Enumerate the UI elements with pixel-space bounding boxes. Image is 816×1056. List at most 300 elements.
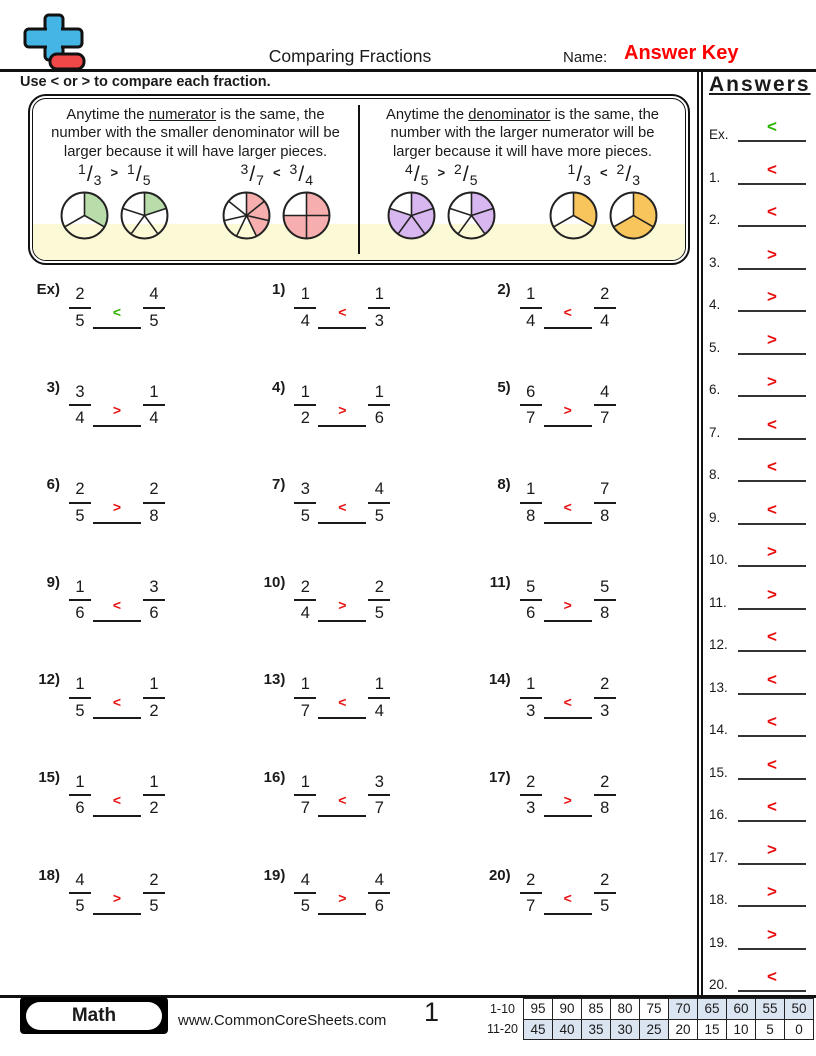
answer-symbol: < — [767, 457, 777, 476]
problem-label: 17) — [488, 768, 511, 786]
score-cell: 65 — [698, 999, 727, 1020]
answer-symbol: > — [767, 882, 777, 901]
example-group — [58, 162, 171, 242]
fraction-numerator: 5 — [526, 577, 536, 596]
problem-item — [20, 574, 245, 622]
answers-list — [709, 97, 806, 996]
problem-label: 18) — [38, 866, 60, 884]
fraction-denominator: 5 — [142, 171, 151, 188]
problems-grid — [20, 281, 696, 964]
answer-symbol: < — [563, 499, 572, 516]
answer-line — [738, 541, 806, 567]
fraction — [78, 160, 102, 188]
fraction-denominator: 6 — [374, 897, 384, 916]
answer-label: 6. — [709, 382, 721, 397]
fraction-denominator: 7 — [374, 799, 384, 818]
fraction-numerator: 2 — [454, 160, 462, 177]
example-comparison — [568, 162, 640, 187]
fraction-denominator: 5 — [600, 897, 610, 916]
answer-symbol: < — [338, 499, 347, 516]
answer-row — [709, 832, 806, 865]
problem-label: 14) — [488, 671, 511, 689]
fraction — [69, 872, 91, 915]
score-range-label: 1-10 — [489, 1001, 515, 1016]
fraction-numerator: 3 — [289, 160, 298, 177]
answer-line — [738, 456, 806, 482]
answer-symbol: < — [112, 596, 122, 613]
answer-symbol: < — [767, 967, 777, 986]
answer-row — [709, 237, 806, 270]
answer-row — [709, 449, 806, 482]
problem-label: 19) — [263, 866, 286, 884]
fraction-numerator: 4 — [600, 382, 610, 401]
score-cell: 85 — [582, 999, 611, 1020]
answer-symbol: > — [563, 596, 572, 613]
answer-label: 16. — [709, 807, 728, 822]
answer-symbol: < — [767, 117, 777, 136]
answer-blank — [93, 883, 141, 915]
answer-label: 1. — [709, 169, 721, 185]
fraction-denominator: 2 — [149, 701, 159, 720]
fraction-denominator: 5 — [374, 604, 384, 623]
fraction — [368, 286, 390, 329]
fraction-denominator: 8 — [600, 506, 610, 525]
answer-blank — [93, 297, 141, 329]
answer-blank — [544, 395, 592, 427]
problem-label: 7) — [271, 476, 286, 494]
answer-blank — [544, 785, 592, 817]
hint-box-inner — [32, 98, 686, 261]
fraction — [294, 774, 316, 817]
example-comparison — [241, 162, 313, 187]
name-label: Name: — [563, 49, 608, 66]
answer-symbol: > — [767, 372, 777, 391]
fraction-numerator: 4 — [300, 870, 310, 889]
problem-item — [245, 379, 470, 427]
fraction-denominator: 8 — [600, 604, 610, 623]
problem-label: 1) — [271, 281, 286, 298]
problem-item — [471, 281, 696, 329]
answer-symbol: < — [563, 304, 572, 320]
answer-symbol: < — [112, 694, 122, 711]
answer-symbol: < — [338, 791, 347, 808]
answer-label: 4. — [709, 297, 721, 312]
answer-row — [709, 534, 806, 567]
fraction-denominator: 3 — [526, 701, 536, 720]
hint-denominator-section — [360, 99, 685, 260]
answer-label: 3. — [709, 254, 721, 270]
answer-label: 7. — [709, 424, 721, 440]
answer-blank — [93, 687, 141, 719]
answer-label: Ex. — [709, 127, 729, 142]
fraction-slash: / — [298, 163, 305, 187]
answer-blank — [318, 492, 366, 524]
answer-row — [709, 662, 806, 695]
hint-box — [28, 94, 690, 265]
answer-row — [709, 917, 806, 950]
score-cell: 75 — [640, 999, 669, 1020]
answer-line — [738, 159, 806, 185]
example-group — [547, 162, 660, 242]
score-range-label: 11-20 — [486, 1022, 518, 1037]
fraction-numerator: 1 — [78, 160, 86, 177]
fraction-numerator: 2 — [75, 480, 85, 499]
fraction-numerator: 6 — [526, 382, 536, 401]
answer-label: 8. — [709, 467, 721, 482]
pie-charts — [220, 189, 333, 242]
fraction-numerator: 1 — [374, 675, 384, 694]
answer-blank — [318, 883, 366, 915]
fraction — [294, 872, 316, 915]
hint-text-part: is the same, the number with the larger numerator will be larger because it will have more pieces. — [390, 107, 660, 160]
fraction-denominator: 7 — [256, 171, 264, 188]
comparison-symbol: < — [272, 165, 281, 181]
score-cell: 70 — [669, 999, 698, 1020]
fraction-denominator: 4 — [149, 409, 159, 428]
fraction — [454, 160, 478, 188]
fraction — [240, 160, 264, 188]
answer-blank — [318, 297, 366, 329]
answer-symbol: > — [767, 329, 777, 349]
pie-charts — [547, 189, 660, 242]
fraction-denominator: 4 — [374, 701, 384, 720]
answer-row — [709, 704, 806, 737]
fraction — [520, 384, 542, 427]
fraction — [368, 774, 390, 817]
fraction-denominator: 6 — [75, 799, 85, 818]
fraction — [594, 286, 616, 329]
problem-item — [471, 476, 696, 524]
fraction — [520, 286, 542, 329]
problem-label: 6) — [46, 476, 60, 494]
answer-line — [738, 839, 806, 865]
fraction-numerator: 3 — [300, 480, 310, 499]
fraction-denominator: 3 — [600, 701, 610, 720]
fraction-numerator: 1 — [127, 160, 135, 177]
answer-label: 11. — [709, 594, 727, 610]
fraction-numerator: 1 — [75, 577, 85, 596]
fraction-numerator: 2 — [600, 772, 610, 791]
score-cell: 90 — [553, 999, 582, 1020]
answer-blank — [318, 785, 366, 817]
pie-charts — [58, 189, 171, 242]
fraction — [405, 160, 429, 188]
pie-chart-3-of-7 — [220, 189, 273, 242]
answer-row — [709, 577, 806, 610]
fraction-denominator: 4 — [305, 171, 313, 188]
problem-item — [245, 769, 470, 817]
problem-item — [471, 671, 696, 719]
fraction-numerator: 2 — [526, 772, 536, 791]
fraction-denominator: 5 — [75, 897, 85, 916]
fraction — [294, 286, 316, 329]
answer-row — [709, 747, 806, 780]
fraction-denominator: 7 — [300, 799, 310, 818]
answer-line — [738, 966, 806, 992]
fraction-numerator: 1 — [567, 160, 576, 177]
score-cell: 60 — [727, 999, 756, 1020]
answer-blank — [318, 590, 366, 622]
answer-label: 12. — [709, 637, 728, 652]
answer-blank — [544, 687, 592, 719]
fraction-denominator: 4 — [75, 409, 85, 428]
answer-symbol: < — [112, 304, 122, 320]
answer-symbol: < — [767, 669, 777, 689]
answer-blank — [544, 297, 592, 329]
comparison-symbol: > — [437, 165, 446, 181]
answer-blank — [93, 492, 141, 524]
answer-symbol: > — [112, 401, 122, 418]
score-table — [487, 998, 814, 1040]
score-cell: 5 — [756, 1019, 785, 1040]
problem-label: 2) — [497, 281, 511, 298]
fraction-numerator: 2 — [149, 480, 159, 499]
pie-chart-3-of-4 — [280, 189, 333, 242]
answer-row — [709, 407, 806, 440]
answer-label: 19. — [709, 934, 728, 950]
score-cell: 50 — [785, 999, 814, 1020]
fraction-numerator: 7 — [600, 480, 610, 499]
answer-symbol: < — [563, 889, 572, 906]
fraction-slash: / — [86, 163, 93, 187]
answer-label: 18. — [709, 892, 728, 907]
hint-text-underlined: numerator — [148, 107, 217, 123]
problem-item — [20, 867, 245, 915]
hint-numerator-section — [33, 99, 358, 260]
pie-chart-4-of-5 — [385, 189, 438, 242]
answer-label: 2. — [709, 212, 721, 227]
comparison-symbol: > — [110, 165, 119, 181]
fraction — [520, 481, 542, 524]
fraction-numerator: 5 — [600, 577, 610, 596]
score-cell: 55 — [756, 999, 785, 1020]
fraction — [69, 481, 91, 524]
fraction-denominator: 5 — [420, 171, 429, 188]
fraction-denominator: 3 — [374, 311, 384, 330]
fraction — [594, 481, 616, 524]
answer-line — [738, 414, 806, 440]
fraction-denominator: 7 — [600, 409, 610, 428]
hint-text — [43, 106, 348, 161]
answer-symbol: > — [338, 401, 347, 418]
answer-symbol: > — [563, 791, 572, 808]
hint-text-part: Anytime the — [66, 107, 149, 123]
fraction-denominator: 8 — [600, 799, 610, 818]
answer-label: 9. — [709, 509, 721, 525]
answer-label: 15. — [709, 764, 728, 780]
fraction-numerator: 1 — [300, 285, 310, 303]
hint-text-part: is the same, the number with the smaller denominator will be larger because it will have larger pieces. — [51, 107, 340, 160]
fraction-numerator: 2 — [526, 870, 536, 889]
answer-line — [738, 244, 806, 270]
fraction — [143, 774, 165, 817]
pie-chart-2-of-3 — [607, 189, 660, 242]
hint-examples — [360, 162, 685, 242]
answer-row — [709, 959, 806, 992]
fraction — [594, 384, 616, 427]
answer-symbol: > — [112, 889, 122, 906]
fraction-numerator: 2 — [300, 577, 310, 596]
fraction-denominator: 5 — [149, 311, 159, 330]
answer-blank — [93, 590, 141, 622]
fraction-numerator: 1 — [300, 675, 310, 694]
answer-label: 10. — [709, 552, 728, 567]
fraction-denominator: 7 — [526, 409, 536, 428]
fraction-denominator: 6 — [526, 604, 536, 623]
answer-symbol: < — [563, 694, 572, 711]
answer-label: 20. — [709, 977, 728, 992]
answer-row — [709, 194, 806, 227]
fraction-numerator: 1 — [149, 772, 159, 791]
problem-item — [245, 281, 470, 329]
fraction-denominator: 4 — [300, 311, 310, 330]
problem-item — [245, 476, 470, 524]
fraction — [294, 384, 316, 427]
pie-chart-1-of-5 — [118, 189, 171, 242]
answer-line — [738, 116, 806, 142]
fraction — [368, 481, 390, 524]
fraction — [69, 774, 91, 817]
fraction — [594, 676, 616, 719]
answers-panel — [697, 72, 816, 996]
answer-symbol: > — [767, 924, 777, 944]
fraction — [294, 579, 316, 622]
fraction-numerator: 4 — [75, 870, 85, 889]
fraction-numerator: 2 — [374, 577, 384, 596]
fraction-numerator: 1 — [300, 382, 310, 401]
fraction-denominator: 4 — [526, 311, 536, 330]
answer-blank — [544, 883, 592, 915]
instruction-text: Use < or > to compare each fraction. — [20, 74, 271, 90]
answer-blank — [318, 687, 366, 719]
answer-label: 13. — [709, 679, 728, 695]
answer-symbol: < — [767, 797, 777, 816]
fraction — [368, 676, 390, 719]
problem-item — [471, 379, 696, 427]
fraction-numerator: 1 — [374, 382, 384, 401]
answer-line — [738, 669, 806, 695]
hint-text — [370, 106, 675, 161]
problem-item — [471, 867, 696, 915]
answer-row — [709, 152, 806, 185]
answer-symbol: < — [767, 499, 777, 519]
score-cell: 80 — [611, 999, 640, 1020]
fraction-denominator: 4 — [600, 311, 610, 330]
answer-symbol: < — [767, 202, 777, 221]
fraction — [594, 872, 616, 915]
score-table-wrap — [487, 998, 814, 1040]
answer-blank — [93, 395, 141, 427]
subject-badge — [20, 997, 168, 1034]
problem-item — [20, 281, 245, 329]
fraction — [567, 160, 591, 188]
fraction-numerator: 3 — [75, 382, 85, 401]
answer-line — [738, 924, 806, 950]
fraction — [520, 774, 542, 817]
fraction-numerator: 4 — [405, 160, 413, 177]
fraction-denominator: 8 — [149, 506, 159, 525]
fraction-numerator: 1 — [75, 772, 85, 791]
problem-label: 5) — [497, 378, 511, 396]
fraction — [143, 384, 165, 427]
fraction-denominator: 8 — [526, 506, 536, 525]
score-cell: 25 — [640, 1019, 669, 1040]
answer-row — [709, 874, 806, 907]
problem-item — [471, 574, 696, 622]
fraction — [520, 579, 542, 622]
answer-symbol: < — [767, 712, 777, 731]
fraction-denominator: 5 — [469, 171, 478, 188]
problem-item — [20, 379, 245, 427]
fraction-slash: / — [135, 163, 142, 187]
problem-label: 3) — [46, 378, 60, 396]
fraction-denominator: 5 — [374, 506, 384, 525]
page-title: Comparing Fractions — [268, 46, 432, 66]
fraction — [143, 676, 165, 719]
problem-label: 9) — [46, 573, 60, 591]
answer-symbol: < — [338, 304, 347, 320]
fraction — [143, 579, 165, 622]
problem-label: 12) — [38, 671, 60, 689]
answer-symbol: > — [563, 401, 572, 418]
problem-item — [20, 671, 245, 719]
fraction-slash: / — [625, 163, 632, 187]
score-row — [487, 1019, 814, 1040]
fraction-denominator: 5 — [75, 311, 85, 330]
fraction-numerator: 1 — [149, 382, 159, 401]
fraction-denominator: 3 — [93, 171, 102, 188]
score-cell: 15 — [698, 1019, 727, 1040]
fraction-slash: / — [249, 163, 256, 187]
pie-chart-2-of-5 — [445, 189, 498, 242]
problem-item — [20, 476, 245, 524]
fraction — [69, 286, 91, 329]
problem-item — [20, 769, 245, 817]
pie-chart-1-of-3 — [547, 189, 600, 242]
fraction-denominator: 5 — [75, 506, 85, 525]
subject-label: Math — [26, 1002, 162, 1030]
fraction-numerator: 1 — [526, 480, 536, 499]
fraction-slash: / — [413, 163, 420, 187]
fraction-numerator: 1 — [300, 772, 310, 791]
example-comparison — [405, 162, 477, 187]
answer-key-text: Answer Key — [624, 42, 739, 64]
answer-row — [709, 619, 806, 652]
problem-label: 8) — [497, 476, 511, 494]
fraction-numerator: 1 — [374, 285, 384, 303]
fraction — [616, 160, 640, 188]
score-cell: 30 — [611, 1019, 640, 1040]
answer-row — [709, 364, 806, 397]
fraction-numerator: 1 — [526, 285, 536, 303]
comparison-symbol: < — [599, 165, 608, 181]
problem-item — [471, 769, 696, 817]
example-group — [220, 162, 333, 242]
fraction-denominator: 2 — [300, 409, 310, 428]
answer-line — [738, 626, 806, 652]
answer-symbol: < — [767, 754, 777, 774]
fraction-denominator: 5 — [300, 897, 310, 916]
answer-symbol: < — [112, 791, 122, 808]
fraction-numerator: 1 — [149, 675, 159, 694]
answers-panel-title: Answers — [709, 73, 811, 96]
answer-label: 5. — [709, 339, 721, 355]
score-cell: 20 — [669, 1019, 698, 1040]
fraction-numerator: 2 — [149, 870, 159, 889]
fraction-denominator: 5 — [149, 897, 159, 916]
fraction — [294, 481, 316, 524]
fraction-numerator: 2 — [600, 870, 610, 889]
